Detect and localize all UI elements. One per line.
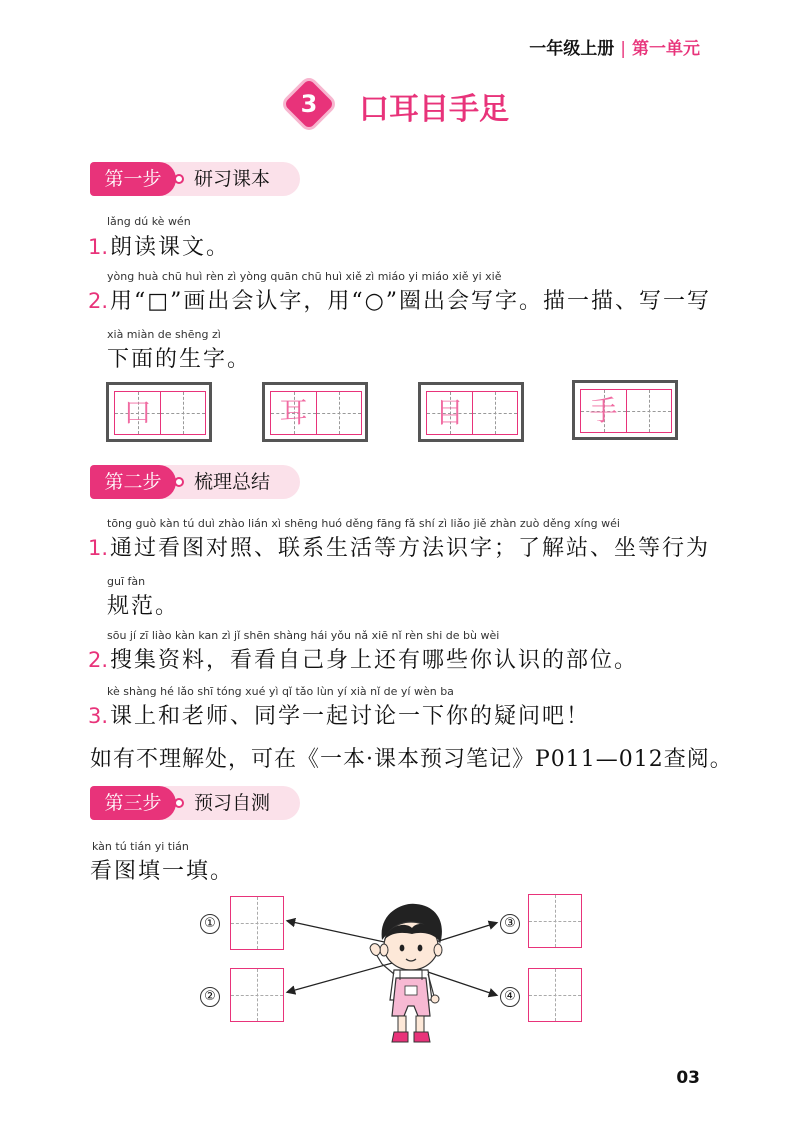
s3-text: 看图填一填。 — [90, 859, 235, 884]
s2q1-pinyin-a: tōng guò kàn tú duì zhào lián xì shēng huó děng fāng fǎ shí zì liǎo jiě zhàn zuò děng xíng wéi — [107, 517, 620, 530]
marker-3: ③ — [500, 914, 520, 934]
traced-char: 耳 — [279, 396, 308, 429]
step1-tag: 第一步 — [90, 162, 176, 196]
lesson-title: 口耳目手足 — [359, 92, 509, 127]
header-separator: | — [620, 39, 626, 59]
s1q2-text-b: 下面的生字。 — [107, 347, 252, 372]
s1q2-text-a: 用“□”画出会认字，用“○”圈出会写字。描一描、写一写 — [110, 289, 712, 314]
step2-tag: 第二步 — [90, 465, 176, 499]
s1q2-number: 2. — [88, 289, 109, 313]
traced-char: 手 — [589, 394, 618, 427]
step3-label: 预习自测 — [194, 792, 271, 814]
s1q2-pinyin-b: xià miàn de shēng zì — [107, 328, 221, 341]
s2q3-pinyin: kè shàng hé lǎo shī tóng xué yì qǐ tǎo lùn yí xià nǐ de yí wèn ba — [107, 685, 454, 698]
page-number: 03 — [676, 1068, 700, 1088]
step2-label: 梳理总结 — [194, 471, 271, 493]
s2q1-number: 1. — [88, 536, 109, 560]
s3-pinyin: kàn tú tián yi tián — [92, 840, 189, 853]
s2q2-text: 搜集资料，看看自己身上还有哪些你认识的部位。 — [110, 648, 639, 673]
s2q1-pinyin-b: guī fàn — [107, 575, 146, 588]
marker-2: ② — [200, 987, 220, 1007]
s1q1-text: 朗读课文。 — [110, 235, 231, 260]
step1-label: 研习课本 — [194, 168, 271, 190]
step3-tag: 第三步 — [90, 786, 176, 820]
s2q3-text: 课上和老师、同学一起讨论一下你的疑问吧！ — [110, 704, 591, 729]
child-illustration — [360, 900, 460, 1050]
s1q1-pinyin: lǎng dú kè wén — [107, 215, 191, 228]
s2q2-pinyin: sōu jí zī liào kàn kan zì jǐ shēn shàng hái yǒu nǎ xiē nǐ rèn shi de bù wèi — [107, 629, 500, 642]
s2q2-number: 2. — [88, 648, 109, 672]
s1q1-number: 1. — [88, 235, 109, 259]
unit-label: 第一单元 — [632, 39, 700, 59]
traced-char: 口 — [123, 396, 152, 429]
s2q1-text-b: 规范。 — [107, 594, 180, 619]
grade-label: 一年级上册 — [529, 39, 615, 59]
s1q2-pinyin-a: yòng huà chū huì rèn zì yòng quān chū huì xiě zì miáo yi miáo xiě yi xiě — [107, 270, 502, 283]
traced-char: 目 — [435, 396, 464, 429]
reference-note: 如有不理解处，可在《一本·课本预习笔记》P011—012查阅。 — [90, 747, 733, 772]
marker-4: ④ — [500, 987, 520, 1007]
marker-1: ① — [200, 914, 220, 934]
s2q1-text-a: 通过看图对照、联系生活等方法识字；了解站、坐等行为 — [110, 536, 711, 561]
lesson-number: 3 — [300, 90, 318, 118]
s2q3-number: 3. — [88, 704, 109, 728]
